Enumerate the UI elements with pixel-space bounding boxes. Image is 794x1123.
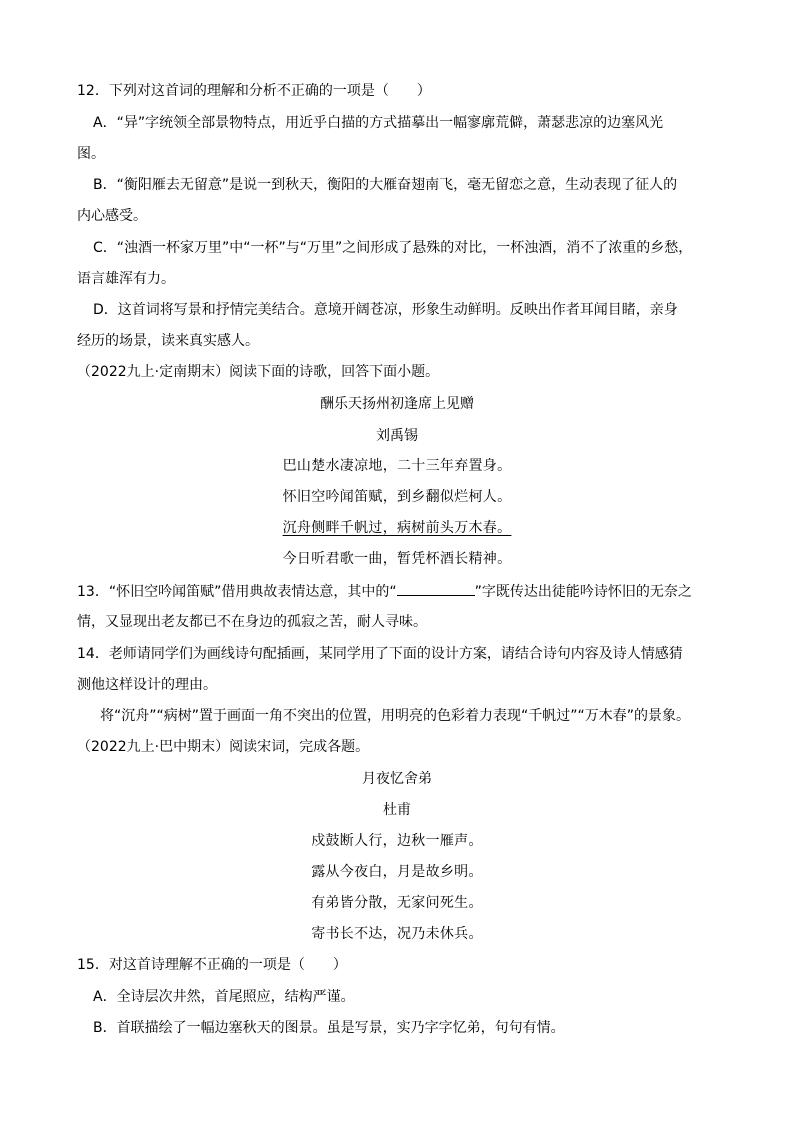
q13-line-2: 情，又显现出老友都已不在身边的孤寂之苦，耐人寻味。 xyxy=(77,614,427,630)
section1-instruction: 阅读下面的诗歌，回答下面小题。 xyxy=(229,364,440,380)
section2-source-tag: （2022九上·巴中期末） xyxy=(77,739,230,755)
q15-option-a: A．全诗层次井然，首尾照应，结构严谨。 xyxy=(93,989,355,1005)
poem2-line-4: 寄书长不达，况乃未休兵。 xyxy=(311,926,483,942)
poem1-line-2: 怀旧空吟闻笛赋，到乡翻似烂柯人。 xyxy=(282,489,512,505)
q12-option-c: C．“浊酒一杯家万里”中“一杯”与“万里”之间形成了悬殊的对比，一杯浊酒，消不了浓重的乡愁， xyxy=(93,240,693,256)
poem2-line-1: 戍鼓断人行，边秋一雁声。 xyxy=(311,833,483,849)
poem2-line-3: 有弟皆分散，无家问死生。 xyxy=(311,895,483,911)
q13-text-part2: ”字既传达出徒能吟诗怀旧的无奈之 xyxy=(474,584,692,600)
section1-source-tag: （2022九上·定南期末） xyxy=(77,364,230,380)
section2-instruction: 阅读宋词，完成各题。 xyxy=(229,739,370,755)
poem1-line-4: 今日听君歌一曲，暂凭杯酒长精神。 xyxy=(282,551,512,567)
q12-option-d: D．这首词将写景和抒情完美结合。意境开阔苍凉，形象生动鲜明。反映出作者耳闻目睹，亲身 xyxy=(93,302,678,318)
q13-answer-blank[interactable] xyxy=(397,581,475,596)
poem1-line-3-underlined xyxy=(0,518,794,538)
poem2-title: 月夜忆舍弟 xyxy=(362,771,432,787)
section1-intro xyxy=(77,362,439,382)
poem2-author: 杜甫 xyxy=(383,802,411,818)
q15-stem: 15．对这首诗理解不正确的一项是（ ） xyxy=(77,957,347,973)
q13-line-1 xyxy=(77,581,692,602)
q12-option-a: A．“异”字统领全部景物特点，用近乎白描的方式描摹出一幅寥廓荒僻，萧瑟悲凉的边塞风光 xyxy=(93,115,664,131)
section2-intro xyxy=(77,737,369,757)
poem1-author: 刘禹锡 xyxy=(376,428,418,444)
poem1-line-1: 巴山楚水凄凉地，二十三年弃置身。 xyxy=(282,458,512,474)
poem1-underlined-text: 沉舟侧畔千帆过，病树前头万木春。 xyxy=(282,520,512,536)
q12-option-d-cont: 经历的场景，读来真实感人。 xyxy=(77,333,259,349)
poem1-title: 酬乐天扬州初逢席上见赠 xyxy=(320,396,474,412)
q12-option-a-cont: 图。 xyxy=(77,146,105,162)
q12-option-b-cont: 内心感受。 xyxy=(77,208,147,224)
q12-option-c-cont: 语言雄浑有力。 xyxy=(77,271,175,287)
q14-line-1: 14．老师请同学们为画线诗句配插画，某同学用了下面的设计方案，请结合诗句内容及诗人情感猜 xyxy=(77,646,683,662)
q15-option-b: B．首联描绘了一幅边塞秋天的图景。虽是写景，实乃字字忆弟，句句有情。 xyxy=(93,1020,565,1036)
poem2-line-2: 露从今夜白，月是故乡明。 xyxy=(311,864,483,880)
q14-line-2: 测他这样设计的理由。 xyxy=(77,677,217,693)
q12-option-b: B．“衡阳雁去无留意”是说一到秋天，衡阳的大雁奋翅南飞，毫无留恋之意，生动表现了征人的 xyxy=(93,177,678,193)
q14-design-plan: 将“沉舟”“病树”置于画面一角不突出的位置，用明亮的色彩着力表现“千帆过”“万木春”的景象。 xyxy=(100,708,691,724)
q12-stem: 12．下列对这首词的理解和分析不正确的一项是（ ） xyxy=(77,83,431,99)
q13-text-part1: 13．“怀旧空吟闻笛赋”借用典故表情达意，其中的“ xyxy=(77,584,397,600)
